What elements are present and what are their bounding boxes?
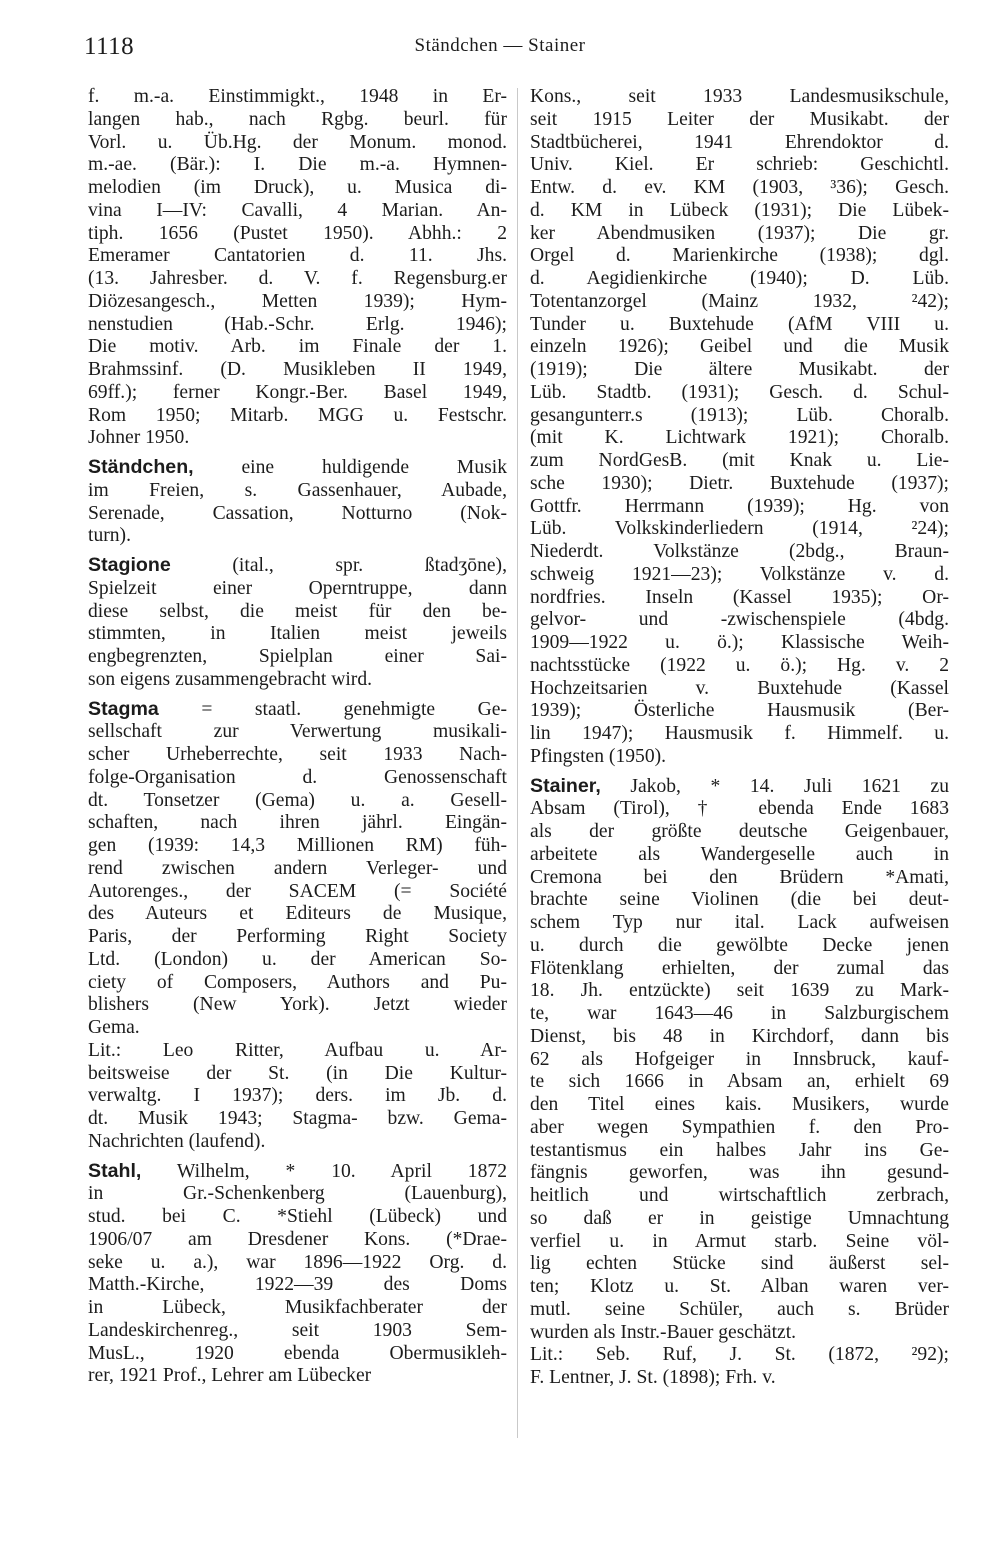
text-line: Gema.	[88, 1017, 140, 1038]
text-line: verfiel u. in Armut starb. Seine völ-	[530, 1230, 949, 1252]
text-line: Matth.-Kirche, 1922—39 des Doms	[88, 1274, 507, 1296]
text-line: Absam (Tirol), † ebenda Ende 1683	[530, 798, 949, 820]
entry-body	[88, 698, 507, 1040]
line-text: (ital., spr. ßtadʒōne),	[170, 555, 507, 576]
text-line: (13. Jahresber. d. V. f. Regensburg.er	[88, 268, 507, 289]
text-line: langen hab., nach Rgbg. beurl. für	[88, 108, 507, 130]
text-line: seit 1915 Leiter der Musikabt. der	[530, 108, 949, 130]
text-line: mutl. seine Schüler, auch s. Brüder	[530, 1298, 949, 1320]
headword: Stahl,	[88, 1159, 142, 1182]
text-line: des Auteurs et Editeurs de Musique,	[88, 903, 507, 925]
text-line: Rom 1950; Mitarb. MGG u. Festschr.	[88, 404, 507, 426]
text-line: (1919); Die ältere Musikabt. der	[530, 359, 949, 380]
text-line: scher Urheberrechte, seit 1933 Nach-	[88, 744, 507, 765]
text-line	[88, 554, 507, 578]
text-line: schweig 1921—23); Volkstänze v. d.	[530, 563, 949, 585]
text-line: Emeramer Cantatorien d. 11. Jhs.	[88, 245, 507, 267]
text-line: Landeskirchenreg., seit 1903 Sem-	[88, 1319, 507, 1341]
headword: Stagma	[88, 697, 159, 720]
text-line: sche 1930); Dietr. Buxtehude (1937);	[530, 472, 949, 494]
text-line: nenstudien (Hab.-Schr. Erlg. 1946);	[88, 313, 507, 335]
line-text: Wilhelm, * 10. April 1872	[141, 1160, 507, 1182]
text-line: turn).	[88, 525, 131, 547]
text-line: lig echten Stücke sind äußerst sel-	[530, 1253, 949, 1275]
text-line: Autorenges., der SACEM (= Société	[88, 880, 507, 902]
text-line	[530, 775, 949, 799]
text-line: Niederdt. Volkstänze (2bdg., Braun-	[530, 541, 949, 562]
text-line: verwaltg. I 1937); ders. im Jb. d.	[88, 1085, 507, 1107]
text-line: Ltd. (London) u. der American So-	[88, 948, 507, 970]
text-line: Flötenklang erhielten, der zumal das	[530, 957, 949, 979]
text-line: ker Abendmusiken (1937); Die gr.	[530, 222, 949, 244]
text-line: Gottfr. Herrmann (1939); Hg. von	[530, 495, 949, 517]
text-line: Lit.: Seb. Ruf, J. St. (1872, ²92);	[530, 1344, 949, 1366]
text-line: im Freien, s. Gassenhauer, Aubade,	[88, 479, 507, 501]
text-line: d. Aegidienkirche (1940); D. Lüb.	[530, 268, 949, 289]
headword: Stagione	[88, 554, 171, 576]
text-line: so daß er in geistige Umnachtung	[530, 1207, 949, 1229]
text-line: zum NordGesB. (mit Knak u. Lie-	[530, 450, 949, 471]
left-column	[88, 86, 507, 1388]
text-line: arbeitete als Wandergeselle auch in	[530, 843, 949, 865]
text-line: MusL., 1920 ebenda Obermusikleh-	[88, 1342, 507, 1364]
text-line: vina I—IV: Cavalli, 4 Marian. An-	[88, 199, 507, 221]
text-line: diese selbst, die meist für den be-	[88, 600, 507, 622]
text-line: stimmten, in Italien meist jeweils	[88, 623, 507, 645]
text-line: Diözesangesch., Metten 1939); Hym-	[88, 290, 507, 312]
text-line: Johner 1950.	[88, 427, 190, 449]
entry-stagma	[88, 698, 507, 1154]
text-line: blishers (New York). Jetzt wieder	[88, 994, 507, 1016]
text-line: Univ. Kiel. Er schrieb: Geschichtl.	[530, 154, 949, 176]
text-line: nordfries. Inseln (Kassel 1935); Or-	[530, 586, 949, 608]
text-line: den Titel eines kais. Musikers, wurde	[530, 1094, 949, 1115]
text-line: gen (1939: 14,3 Millionen RM) füh-	[88, 835, 507, 856]
text-line: Paris, der Performing Right Society	[88, 926, 507, 947]
text-line: u. durch die gewölbte Decke jenen	[530, 934, 949, 956]
line-text: eine huldigende Musik	[193, 457, 507, 478]
text-line: Nachrichten (laufend).	[88, 1130, 266, 1152]
text-line: Lüb. Volkskinderliedern (1914, ²24);	[530, 518, 949, 540]
text-line: rer, 1921 Prof., Lehrer am Lübecker	[88, 1365, 372, 1387]
text-line: Dienst, bis 48 in Kirchdorf, dann bis	[530, 1025, 949, 1047]
text-line: gelvor- und -zwischenspiele (4bdg.	[530, 609, 949, 631]
text-line: lin 1947); Hausmusik f. Himmelf. u.	[530, 723, 949, 744]
text-line: in Lübeck, Musikfachberater der	[88, 1297, 507, 1318]
page-number: 1118	[84, 33, 135, 60]
text-line: wurden als Instr.-Bauer geschätzt.	[530, 1321, 797, 1343]
text-line: dt. Musik 1943; Stagma- bzw. Gema-	[88, 1108, 507, 1129]
text-line: 18. Jh. entzückte) seit 1639 zu Mark-	[530, 980, 949, 1002]
text-line: te sich 1666 in Absam an, erhielt 69	[530, 1071, 949, 1093]
entry-continuation	[88, 86, 507, 450]
text-line: Kons., seit 1933 Landesmusikschule,	[530, 86, 949, 107]
text-line: Totentanzorgel (Mainz 1932, ²42);	[530, 290, 949, 312]
text-line: Lüb. Stadtb. (1931); Gesch. d. Schul-	[530, 381, 949, 403]
text-line: heitlich und wirtschaftlich zerbrach,	[530, 1185, 949, 1206]
text-line: m.-ae. (Bär.): I. Die m.-a. Hymnen-	[88, 154, 507, 176]
entry-body	[530, 775, 949, 1345]
text-line	[88, 456, 507, 480]
text-line: Cremona bei den Brüdern *Amati,	[530, 866, 949, 888]
text-line: rend zwischen andern Verleger- und	[88, 857, 507, 879]
headword: Ständchen,	[88, 456, 194, 478]
text-line: Serenade, Cassation, Notturno (Nok-	[88, 502, 507, 524]
text-line: te, war 1643—46 in Salzburgischem	[530, 1003, 949, 1024]
text-line: Brahmssinf. (D. Musikleben II 1949,	[88, 359, 507, 380]
text-line	[88, 698, 507, 722]
text-line	[88, 1160, 507, 1184]
right-column	[530, 86, 949, 1390]
entry-body	[88, 554, 507, 692]
text-line: Lit.: Leo Ritter, Aufbau u. Ar-	[88, 1039, 507, 1061]
entry-body	[88, 1160, 507, 1389]
text-line: dt. Tonsetzer (Gema) u. a. Gesell-	[88, 789, 507, 811]
entry-continuation	[530, 86, 949, 769]
running-title: Ständchen — Stainer	[414, 35, 586, 56]
headword: Stainer,	[530, 774, 601, 797]
text-line: schaften, nach ihren jährl. Eingän-	[88, 812, 507, 834]
text-line: ciety of Composers, Authors and Pu-	[88, 971, 507, 993]
text-line: Vorl. u. Üb.Hg. der Monum. monod.	[88, 131, 507, 153]
text-line: 1906/07 am Dresdener Kons. (*Drae-	[88, 1228, 507, 1250]
column-divider	[517, 88, 518, 1438]
text-line: Stadtbücherei, 1941 Ehrendoktor d.	[530, 131, 949, 153]
text-line: nachtsstücke (1922 u. ö.); Hg. v. 2	[530, 654, 949, 676]
entry-body	[88, 456, 507, 548]
text-line: Spielzeit einer Operntruppe, dann	[88, 577, 507, 599]
text-line: ten; Klotz u. St. Alban waren ver-	[530, 1276, 949, 1297]
text-line: sellschaft zur Verwertung musikali-	[88, 721, 507, 743]
text-line: 1939); Österliche Hausmusik (Ber-	[530, 700, 949, 722]
text-line: folge-Organisation d. Genossenschaft	[88, 766, 507, 788]
text-line: engbegrenzten, Spielplan einer Sai-	[88, 646, 507, 667]
text-line: 1909—1922 u. ö.); Klassische Weih-	[530, 632, 949, 653]
text-line: son eigens zusammengebracht wird.	[88, 668, 373, 690]
literature-block	[530, 1344, 949, 1390]
text-line: tiph. 1656 (Pustet 1950). Abhh.: 2	[88, 222, 507, 244]
text-line: Hochzeitsarien v. Buxtehude (Kassel	[530, 677, 949, 699]
text-line: 69ff.); ferner Kongr.-Ber. Basel 1949,	[88, 381, 507, 403]
text-line: schem Typ nur ital. Lack aufweisen	[530, 912, 949, 933]
text-line: gesangunterr.s (1913); Lüb. Choralb.	[530, 404, 949, 426]
line-text: = staatl. genehmigte Ge-	[158, 698, 507, 720]
text-line: 62 als Hofgeiger in Innsbruck, kauf-	[530, 1048, 949, 1070]
text-line: testantismus ein halbes Jahr ins Ge-	[530, 1139, 949, 1161]
text-line: beitsweise der St. (in Die Kultur-	[88, 1062, 507, 1084]
text-line: f. m.-a. Einstimmigkt., 1948 in Er-	[88, 86, 507, 107]
text-line: Pfingsten (1950).	[530, 745, 667, 767]
text-line: einzeln 1926); Geibel und die Musik	[530, 336, 949, 358]
text-line: als der größte deutsche Geigenbauer,	[530, 821, 949, 842]
text-line: fängnis geworfen, was ihn gesund-	[530, 1162, 949, 1184]
text-line: aber wegen Sympathien f. den Pro-	[530, 1116, 949, 1138]
text-line: seke u. a.), war 1896—1922 Org. d.	[88, 1251, 507, 1273]
text-line: d. KM in Lübeck (1931); Die Lübek-	[530, 199, 949, 221]
text-line: Die motiv. Arb. im Finale der 1.	[88, 336, 507, 358]
entry-stahl	[88, 1160, 507, 1389]
line-text: Jakob, * 14. Juli 1621 zu	[600, 775, 949, 797]
text-line: Entw. d. ev. KM (1903, ³36); Gesch.	[530, 177, 949, 198]
entry-stagione	[88, 554, 507, 692]
text-line: Tunder u. Buxtehude (AfM VIII u.	[530, 313, 949, 335]
entry-stainer	[530, 775, 949, 1390]
text-line: Orgel d. Marienkirche (1938); dgl.	[530, 245, 949, 267]
text-line: F. Lentner, J. St. (1898); Frh. v.	[530, 1367, 776, 1388]
text-line: (mit K. Lichtwark 1921); Choralb.	[530, 427, 949, 449]
text-line: stud. bei C. *Stiehl (Lübeck) und	[88, 1206, 507, 1227]
text-line: brachte seine Violinen (die bei deut-	[530, 889, 949, 911]
text-line: in Gr.-Schenkenberg (Lauenburg),	[88, 1183, 507, 1205]
entry-staendchen	[88, 456, 507, 548]
text-line: melodien (im Druck), u. Musica di-	[88, 177, 507, 198]
literature-block	[88, 1040, 507, 1154]
